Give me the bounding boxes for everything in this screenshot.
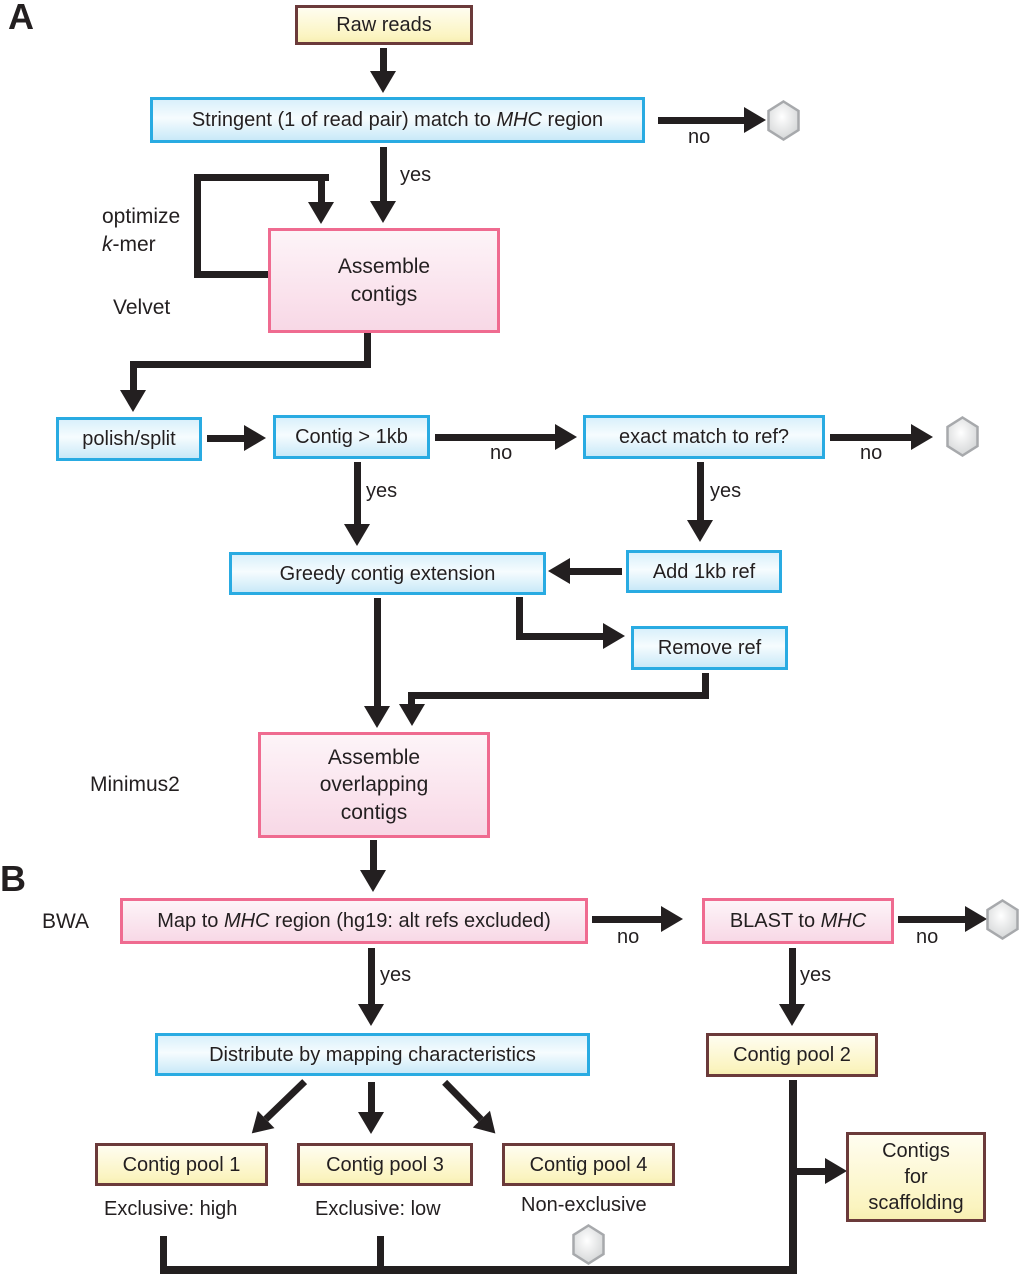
connector bbox=[264, 1079, 308, 1122]
connector bbox=[130, 361, 371, 368]
arrowhead-down-icon bbox=[358, 1004, 384, 1026]
contig-pool-3-box bbox=[297, 1143, 473, 1186]
loop-connector bbox=[194, 174, 201, 278]
greedy-extension-box bbox=[229, 552, 546, 595]
stop-hexagon-icon bbox=[944, 416, 981, 457]
arrowhead-right-icon bbox=[661, 906, 683, 932]
blast-to-mhc-box bbox=[702, 898, 894, 944]
connector bbox=[566, 568, 622, 575]
connector bbox=[368, 948, 375, 1006]
arrowhead-down-icon bbox=[364, 706, 390, 728]
distribute-box bbox=[155, 1033, 590, 1076]
stringent-match-box bbox=[150, 97, 645, 143]
connector bbox=[830, 434, 912, 441]
connector bbox=[797, 1168, 827, 1175]
arrowhead-down-icon bbox=[358, 1112, 384, 1134]
map-pre: Map to bbox=[157, 910, 224, 932]
panel-b-label: B bbox=[0, 858, 26, 899]
connector bbox=[160, 1236, 167, 1270]
arrowhead-down-icon bbox=[399, 704, 425, 726]
kmer-label bbox=[102, 233, 156, 257]
arrowhead-down-icon bbox=[120, 390, 146, 412]
connector bbox=[160, 1266, 797, 1274]
contig-gt-1kb-box bbox=[273, 415, 430, 459]
stringent-post: region bbox=[541, 109, 604, 131]
stop-hexagon-icon bbox=[984, 899, 1021, 940]
blast-to-mhc-label bbox=[730, 908, 866, 934]
assemble-overlapping-line2: overlapping bbox=[319, 773, 429, 797]
arrowhead-left-icon bbox=[548, 558, 570, 584]
connector bbox=[374, 598, 381, 708]
raw-reads-box bbox=[295, 5, 473, 45]
optimize-label: optimize bbox=[102, 205, 181, 228]
exact-match-label: exact match to ref? bbox=[618, 426, 790, 448]
fan-arrow-left bbox=[243, 1073, 313, 1142]
distribute-label: Distribute by mapping characteristics bbox=[209, 1043, 536, 1066]
polish-split-label: polish/split bbox=[82, 428, 176, 450]
connector bbox=[442, 1080, 483, 1122]
edge-label-yes: yes bbox=[710, 480, 742, 502]
connector bbox=[207, 435, 245, 442]
connector bbox=[789, 1080, 797, 1274]
loop-connector bbox=[194, 174, 329, 181]
connector bbox=[370, 840, 377, 872]
contigs-scaffolding-line2: for bbox=[904, 1166, 928, 1188]
connector bbox=[380, 147, 387, 203]
connector bbox=[408, 692, 709, 699]
contig-pool-1-box bbox=[95, 1143, 268, 1186]
blast-mhc: MHC bbox=[820, 910, 867, 932]
bwa-label: BWA bbox=[42, 910, 90, 933]
assemble-overlapping-line3: contigs bbox=[340, 800, 408, 824]
arrowhead-right-icon bbox=[825, 1158, 847, 1184]
stop-hexagon-icon bbox=[570, 1224, 607, 1265]
arrowhead-down-icon bbox=[779, 1004, 805, 1026]
stringent-pre: Stringent (1 of read pair) match to bbox=[191, 109, 497, 131]
arrowhead-down-icon bbox=[687, 520, 713, 542]
contig-pool-3-label: Contig pool 3 bbox=[326, 1153, 444, 1176]
edge-label-yes: yes bbox=[400, 164, 432, 186]
arrowhead-down-icon bbox=[370, 71, 396, 93]
contig-pool-4-label: Contig pool 4 bbox=[529, 1153, 648, 1176]
loop-connector bbox=[194, 271, 271, 278]
connector bbox=[377, 1236, 384, 1270]
add-1kb-ref-box bbox=[626, 550, 782, 593]
stringent-match-label bbox=[192, 107, 603, 133]
map-post: region (hg19: alt refs excluded) bbox=[269, 910, 551, 932]
edge-label-yes: yes bbox=[800, 964, 832, 986]
loop-connector bbox=[318, 174, 325, 204]
arrowhead-down-icon bbox=[308, 202, 334, 224]
panel-a-label: A bbox=[8, 0, 34, 37]
polish-split-box bbox=[56, 417, 202, 461]
connector bbox=[130, 361, 137, 392]
remove-ref-box bbox=[631, 626, 788, 670]
assemble-contigs-line2: contigs bbox=[350, 282, 418, 306]
connector bbox=[898, 916, 966, 923]
connector bbox=[368, 1082, 375, 1114]
connector bbox=[435, 434, 556, 441]
kmer-rest: -mer bbox=[112, 233, 156, 256]
arrowhead-right-icon bbox=[603, 623, 625, 649]
assemble-contigs-box bbox=[268, 228, 500, 333]
edge-label-no: no bbox=[860, 442, 883, 464]
contigs-scaffolding-line3: scaffolding bbox=[868, 1192, 964, 1214]
contig-pool-1-label: Contig pool 1 bbox=[122, 1153, 241, 1176]
map-to-mhc-box bbox=[120, 898, 588, 944]
non-exclusive-label: Non-exclusive bbox=[521, 1194, 647, 1216]
minimus2-label: Minimus2 bbox=[90, 773, 180, 796]
connector bbox=[658, 117, 746, 124]
connector bbox=[592, 916, 662, 923]
arrowhead-right-icon bbox=[911, 424, 933, 450]
kmer-k: k bbox=[102, 233, 113, 256]
assemble-overlapping-box bbox=[258, 732, 490, 838]
arrowhead-down-icon bbox=[370, 201, 396, 223]
edge-label-no: no bbox=[916, 926, 939, 948]
contigs-for-scaffolding-box bbox=[846, 1132, 986, 1222]
contig-pool-2-label: Contig pool 2 bbox=[733, 1044, 851, 1066]
map-to-mhc-label bbox=[157, 908, 551, 934]
greedy-extension-label: Greedy contig extension bbox=[279, 562, 496, 585]
edge-label-no: no bbox=[490, 442, 513, 464]
exclusive-high-label: Exclusive: high bbox=[104, 1198, 238, 1220]
assemble-overlapping-line1: Assemble bbox=[327, 746, 421, 770]
connector bbox=[516, 633, 604, 640]
connector bbox=[697, 462, 704, 522]
remove-ref-label: Remove ref bbox=[657, 637, 762, 659]
add-1kb-ref-label: Add 1kb ref bbox=[652, 560, 756, 583]
edge-label-yes: yes bbox=[366, 480, 398, 502]
stop-hexagon-icon bbox=[765, 100, 802, 141]
raw-reads-label: Raw reads bbox=[336, 14, 432, 36]
arrowhead-down-icon bbox=[360, 870, 386, 892]
stringent-mhc: MHC bbox=[496, 109, 542, 131]
contig-gt-1kb-label: Contig > 1kb bbox=[295, 426, 408, 448]
fan-arrow-right bbox=[436, 1074, 504, 1142]
assemble-contigs-line1: Assemble bbox=[337, 255, 431, 279]
exclusive-low-label: Exclusive: low bbox=[315, 1198, 441, 1220]
arrowhead-right-icon bbox=[244, 425, 266, 451]
velvet-label: Velvet bbox=[113, 296, 171, 319]
connector bbox=[789, 948, 796, 1006]
arrowhead-right-icon bbox=[555, 424, 577, 450]
arrowhead-right-icon bbox=[744, 107, 766, 133]
contig-pool-2-box bbox=[706, 1033, 878, 1077]
edge-label-no: no bbox=[617, 926, 640, 948]
exact-match-box bbox=[583, 415, 825, 459]
blast-pre: BLAST to bbox=[729, 910, 821, 932]
edge-label-no: no bbox=[688, 126, 711, 148]
edge-label-yes: yes bbox=[380, 964, 412, 986]
contig-pool-4-box bbox=[502, 1143, 675, 1186]
connector bbox=[354, 462, 361, 526]
arrowhead-down-icon bbox=[344, 524, 370, 546]
map-mhc: MHC bbox=[223, 910, 270, 932]
contigs-scaffolding-line1: Contigs bbox=[882, 1140, 950, 1162]
